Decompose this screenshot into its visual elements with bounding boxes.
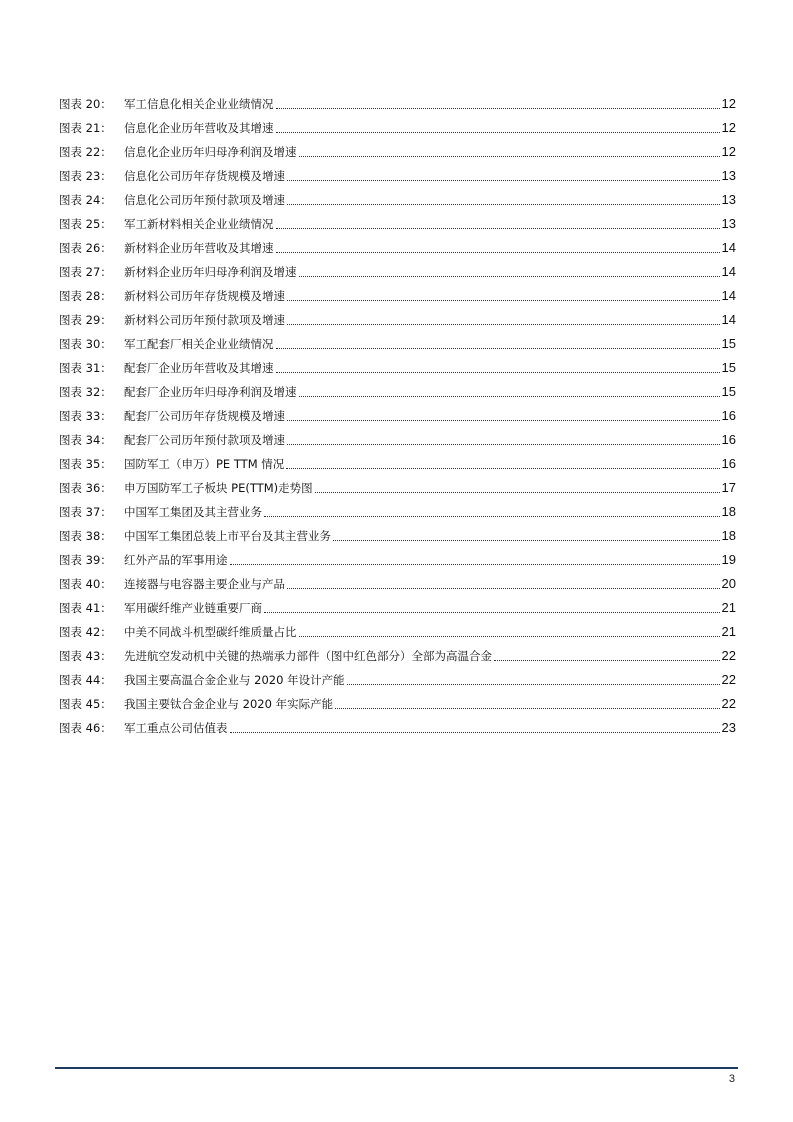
toc-page-number[interactable]: 17 (721, 480, 736, 495)
toc-figure-label: 图表 41： (59, 601, 112, 615)
toc-page-number[interactable]: 13 (721, 216, 736, 231)
toc-dot-leader (299, 156, 720, 157)
toc-entry[interactable] (59, 404, 736, 428)
toc-figure-title[interactable]: 配套厂公司历年存货规模及增速 (124, 409, 285, 423)
toc-dot-leader (347, 684, 720, 685)
toc-entry[interactable] (59, 620, 736, 644)
toc-entry[interactable] (59, 524, 736, 548)
toc-entry[interactable] (59, 332, 736, 356)
toc-figure-label: 图表 20： (59, 97, 112, 111)
toc-entry[interactable] (59, 380, 736, 404)
toc-page-number[interactable]: 20 (721, 576, 736, 591)
toc-page-number[interactable]: 19 (721, 552, 736, 567)
toc-figure-title[interactable]: 信息化公司历年存货规模及增速 (124, 169, 285, 183)
toc-figure-label: 图表 27： (59, 265, 112, 279)
toc-figure-label: 图表 35： (59, 457, 112, 471)
toc-figure-title[interactable]: 红外产品的军事用途 (124, 553, 228, 567)
toc-entry[interactable] (59, 236, 736, 260)
toc-entry[interactable] (59, 452, 736, 476)
page-number: 3 (728, 1073, 735, 1085)
toc-figure-title[interactable]: 新材料公司历年预付款项及增速 (124, 313, 285, 327)
toc-dot-leader (276, 132, 720, 133)
toc-entry[interactable] (59, 716, 736, 740)
toc-page-number[interactable]: 15 (721, 336, 736, 351)
toc-figure-title[interactable]: 配套厂企业历年营收及其增速 (124, 361, 274, 375)
toc-page-number[interactable]: 13 (721, 192, 736, 207)
toc-page-number[interactable]: 22 (721, 648, 736, 663)
toc-figure-label: 图表 38： (59, 529, 112, 543)
toc-dot-leader (276, 228, 720, 229)
toc-page-number[interactable]: 13 (721, 168, 736, 183)
toc-figure-title[interactable]: 申万国防军工子板块 PE(TTM)走势图 (124, 481, 313, 495)
toc-dot-leader (335, 708, 719, 709)
toc-entry[interactable] (59, 692, 736, 716)
toc-entry[interactable] (59, 596, 736, 620)
toc-figure-label: 图表 39： (59, 553, 112, 567)
toc-figure-label: 图表 26： (59, 241, 112, 255)
toc-page-number[interactable]: 18 (721, 528, 736, 543)
toc-dot-leader (264, 612, 720, 613)
toc-figure-title[interactable]: 我国主要钛合金企业与 2020 年实际产能 (124, 697, 334, 711)
table-of-figures (59, 92, 736, 740)
toc-figure-label: 图表 44： (59, 673, 112, 687)
toc-entry[interactable] (59, 548, 736, 572)
toc-figure-label: 图表 36： (59, 481, 112, 495)
toc-dot-leader (276, 372, 720, 373)
toc-dot-leader (276, 108, 720, 109)
toc-dot-leader (299, 636, 720, 637)
toc-figure-label: 图表 28： (59, 289, 112, 303)
toc-page-number[interactable]: 21 (721, 624, 736, 639)
toc-entry[interactable] (59, 500, 736, 524)
toc-page-number[interactable]: 12 (721, 120, 736, 135)
toc-entry[interactable] (59, 308, 736, 332)
toc-figure-label: 图表 25： (59, 217, 112, 231)
toc-figure-title[interactable]: 新材料公司历年存货规模及增速 (124, 289, 285, 303)
toc-entry[interactable] (59, 572, 736, 596)
toc-figure-title[interactable]: 信息化企业历年归母净利润及增速 (124, 145, 297, 159)
toc-figure-title[interactable]: 信息化公司历年预付款项及增速 (124, 193, 285, 207)
toc-dot-leader (287, 204, 720, 205)
toc-figure-title[interactable]: 军工新材料相关企业业绩情况 (124, 217, 274, 231)
toc-figure-title[interactable]: 新材料企业历年营收及其增速 (124, 241, 274, 255)
toc-figure-title[interactable]: 军用碳纤维产业链重要厂商 (124, 601, 262, 615)
toc-page-number[interactable]: 18 (721, 504, 736, 519)
toc-dot-leader (287, 180, 720, 181)
toc-entry[interactable] (59, 188, 736, 212)
toc-figure-title[interactable]: 国防军工（申万）PE TTM 情况 (124, 457, 285, 471)
toc-figure-title[interactable]: 中国军工集团及其主营业务 (124, 505, 262, 519)
toc-page-number[interactable]: 12 (721, 96, 736, 111)
toc-dot-leader (299, 276, 720, 277)
toc-page-number[interactable]: 21 (721, 600, 736, 615)
toc-dot-leader (264, 516, 720, 517)
toc-dot-leader (287, 300, 720, 301)
toc-dot-leader (287, 420, 720, 421)
toc-dot-leader (276, 348, 720, 349)
toc-figure-title[interactable]: 配套厂企业历年归母净利润及增速 (124, 385, 297, 399)
toc-figure-title[interactable]: 军工信息化相关企业业绩情况 (124, 97, 274, 111)
toc-page-number[interactable]: 15 (721, 360, 736, 375)
toc-figure-label: 图表 32： (59, 385, 112, 399)
toc-dot-leader (287, 444, 720, 445)
toc-figure-label: 图表 45： (59, 697, 112, 711)
toc-entry[interactable] (59, 140, 736, 164)
toc-dot-leader (333, 540, 720, 541)
toc-figure-label: 图表 23： (59, 169, 112, 183)
toc-page-number[interactable]: 14 (721, 240, 736, 255)
toc-dot-leader (315, 492, 720, 493)
toc-dot-leader (287, 588, 720, 589)
toc-dot-leader (299, 396, 720, 397)
toc-figure-label: 图表 37： (59, 505, 112, 519)
toc-page-number[interactable]: 14 (721, 288, 736, 303)
toc-figure-label: 图表 33： (59, 409, 112, 423)
toc-figure-title[interactable]: 配套厂公司历年预付款项及增速 (124, 433, 285, 447)
footer-divider (55, 1067, 738, 1069)
toc-page-number[interactable]: 14 (721, 264, 736, 279)
toc-entry[interactable] (59, 356, 736, 380)
toc-page-number[interactable]: 22 (721, 672, 736, 687)
toc-entry[interactable] (59, 260, 736, 284)
toc-figure-label: 图表 31： (59, 361, 112, 375)
toc-dot-leader (286, 468, 719, 469)
toc-entry[interactable] (59, 668, 736, 692)
toc-figure-title[interactable]: 连接器与电容器主要企业与产品 (124, 577, 285, 591)
toc-figure-label: 图表 24： (59, 193, 112, 207)
toc-dot-leader (276, 252, 720, 253)
toc-entry[interactable] (59, 284, 736, 308)
toc-entry[interactable] (59, 116, 736, 140)
toc-dot-leader (230, 732, 720, 733)
toc-page-number[interactable]: 14 (721, 312, 736, 327)
toc-dot-leader (494, 660, 720, 661)
toc-entry[interactable] (59, 212, 736, 236)
toc-entry[interactable] (59, 428, 736, 452)
toc-page-number[interactable]: 16 (721, 432, 736, 447)
toc-dot-leader (230, 564, 720, 565)
toc-dot-leader (287, 324, 720, 325)
toc-entry[interactable] (59, 476, 736, 500)
toc-figure-title[interactable]: 中国军工集团总装上市平台及其主营业务 (124, 529, 331, 543)
toc-figure-label: 图表 42： (59, 625, 112, 639)
toc-figure-title[interactable]: 中美不同战斗机型碳纤维质量占比 (124, 625, 297, 639)
toc-page-number[interactable]: 16 (721, 408, 736, 423)
toc-figure-label: 图表 21： (59, 121, 112, 135)
toc-figure-label: 图表 29： (59, 313, 112, 327)
toc-figure-title[interactable]: 军工重点公司估值表 (124, 721, 228, 735)
toc-figure-label: 图表 34： (59, 433, 112, 447)
toc-figure-label: 图表 40： (59, 577, 112, 591)
toc-page-number[interactable]: 15 (721, 384, 736, 399)
toc-page-number[interactable]: 12 (721, 144, 736, 159)
toc-figure-title[interactable]: 先进航空发动机中关键的热端承力部件（图中红色部分）全部为高温合金 (124, 649, 492, 663)
toc-page-number[interactable]: 22 (721, 696, 736, 711)
toc-figure-title[interactable]: 我国主要高温合金企业与 2020 年设计产能 (124, 673, 345, 687)
toc-page-number[interactable]: 23 (721, 720, 736, 735)
toc-figure-title[interactable]: 军工配套厂相关企业业绩情况 (124, 337, 274, 351)
toc-entry[interactable] (59, 92, 736, 116)
toc-figure-title[interactable]: 信息化企业历年营收及其增速 (124, 121, 274, 135)
toc-figure-label: 图表 30： (59, 337, 112, 351)
toc-figure-label: 图表 22： (59, 145, 112, 159)
toc-entry[interactable] (59, 644, 736, 668)
toc-page-number[interactable]: 16 (721, 456, 736, 471)
toc-entry[interactable] (59, 164, 736, 188)
toc-figure-label: 图表 46： (59, 721, 112, 735)
toc-figure-label: 图表 43： (59, 649, 112, 663)
toc-figure-title[interactable]: 新材料企业历年归母净利润及增速 (124, 265, 297, 279)
